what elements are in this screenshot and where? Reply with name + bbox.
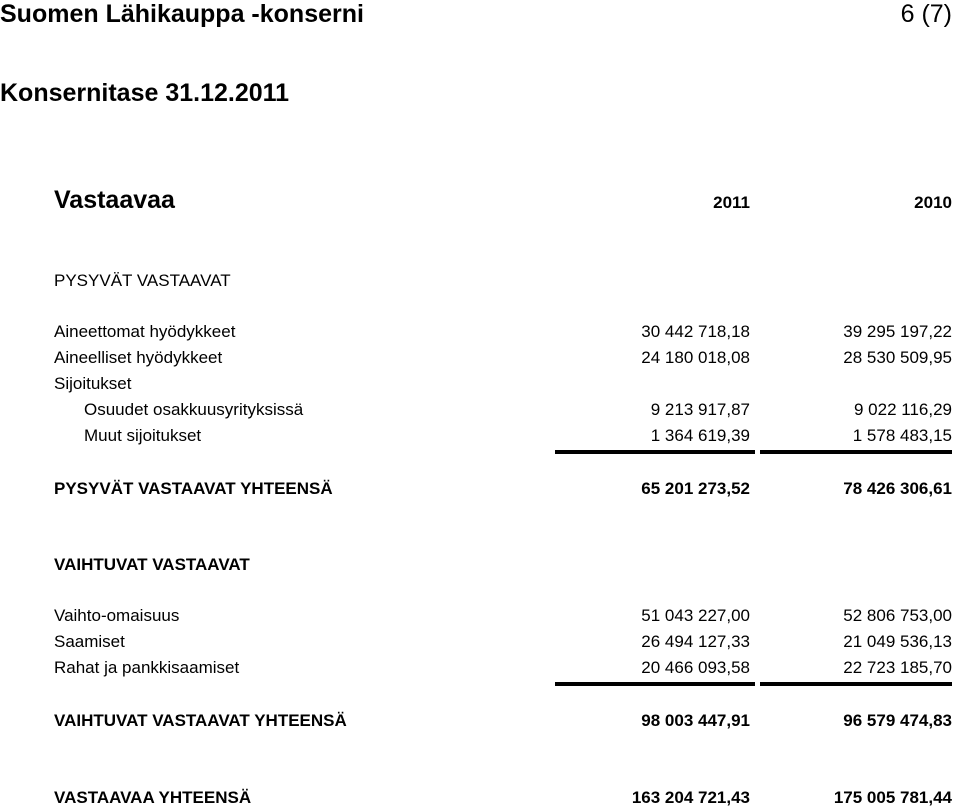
row-value-2010: 21 049 536,13 <box>843 632 952 651</box>
row-value-2011: 26 494 127,33 <box>641 632 750 651</box>
current-assets-total-2010: 96 579 474,83 <box>843 711 952 730</box>
row-label: Sijoitukset <box>54 374 132 393</box>
company-name: Suomen Lähikauppa -konserni <box>0 0 364 28</box>
row-value-2011: 20 466 093,58 <box>641 658 750 677</box>
row-label: Muut sijoitukset <box>84 426 202 445</box>
fixed-assets-total-label: PYSYVÄT VASTAAVAT YHTEENSÄ <box>54 479 333 498</box>
row-value-2011: 24 180 018,08 <box>641 348 750 367</box>
row-label: Aineettomat hyödykkeet <box>54 322 236 341</box>
row-label: Vaihto-omaisuus <box>54 606 180 625</box>
row-value-2011: 51 043 227,00 <box>641 606 750 625</box>
column-header-2010: 2010 <box>914 193 952 212</box>
row-value-2010: 1 578 483,15 <box>852 426 952 445</box>
grand-total-2011: 163 204 721,43 <box>631 788 750 807</box>
document-subtitle: Konsernitase 31.12.2011 <box>0 79 290 107</box>
fixed-assets-heading: PYSYVÄT VASTAAVAT <box>54 271 231 290</box>
current-assets-total-2011: 98 003 447,91 <box>641 711 750 730</box>
row-value-2010: 39 295 197,22 <box>843 322 952 341</box>
row-value-2010: 9 022 116,29 <box>854 400 952 419</box>
row-label: Aineelliset hyödykkeet <box>54 348 223 367</box>
total-rule-2010 <box>760 682 952 686</box>
column-header-2011: 2011 <box>713 193 750 212</box>
total-rule-2010 <box>760 450 952 454</box>
row-value-2010: 28 530 509,95 <box>843 348 952 367</box>
row-value-2010: 22 723 185,70 <box>843 658 952 677</box>
page-number: 6 (7) <box>900 0 952 28</box>
total-rule-2011 <box>555 450 755 454</box>
row-value-2011: 30 442 718,18 <box>641 322 750 341</box>
section-title: Vastaavaa <box>54 186 175 214</box>
row-label: Saamiset <box>54 632 125 651</box>
row-value-2011: 9 213 917,87 <box>650 400 750 419</box>
total-rule-2011 <box>555 682 755 686</box>
row-label: Osuudet osakkuusyrityksissä <box>84 400 304 419</box>
grand-total-label: VASTAAVAA YHTEENSÄ <box>54 788 252 807</box>
row-value-2011: 1 364 619,39 <box>650 426 750 445</box>
current-assets-heading: VAIHTUVAT VASTAAVAT <box>54 555 250 574</box>
current-assets-total-label: VAIHTUVAT VASTAAVAT YHTEENSÄ <box>54 711 347 730</box>
row-value-2010: 52 806 753,00 <box>843 606 952 625</box>
row-label: Rahat ja pankkisaamiset <box>54 658 240 677</box>
fixed-assets-total-2010: 78 426 306,61 <box>843 479 952 498</box>
grand-total-2010: 175 005 781,44 <box>833 788 952 807</box>
fixed-assets-total-2011: 65 201 273,52 <box>641 479 750 498</box>
